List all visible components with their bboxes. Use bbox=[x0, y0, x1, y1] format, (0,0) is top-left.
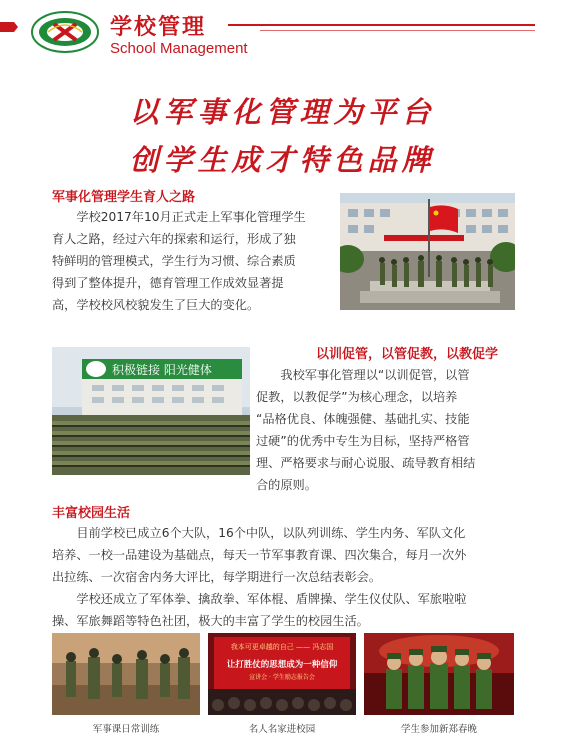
photo-banner-sub: 宣讲会 · 学生励志报告会 bbox=[249, 674, 315, 681]
photo-banner-mid: 让打胜仗的思想成为一种信仰 bbox=[226, 660, 338, 670]
header-title-cn: 学校管理 bbox=[110, 15, 207, 40]
photo-caption: 军事课日常训练 bbox=[92, 724, 160, 735]
section2-line: 合的原则。 bbox=[256, 478, 317, 492]
section3-line: 学校还成立了军体拳、擒敌拳、军体棍、盾牌操、学生仪仗队、军旅啦啦 bbox=[76, 592, 467, 606]
section2-line: 促教，以教促学”为核心理念，以培养 bbox=[256, 390, 458, 404]
flag-raising-photo bbox=[340, 193, 515, 310]
banner-text: 积极链接 阳光健体 bbox=[112, 363, 212, 377]
header-title-en: School Management bbox=[110, 40, 248, 57]
section1-line: 高，学校校风校貌发生了巨大的变化。 bbox=[52, 298, 260, 312]
section2-line: “品格优良、体魄强健、基础扎实、技能 bbox=[256, 412, 470, 426]
photo-caption: 学生参加新郑春晚 bbox=[400, 724, 477, 735]
main-title-line1: 以军事化管理为平台 bbox=[129, 95, 436, 129]
section2-line: 理、严格要求与耐心说服、疏导教育相结 bbox=[256, 456, 476, 470]
section3-body bbox=[52, 522, 514, 632]
section3-line: 操、军旅舞蹈等特色社团，极大的丰富了学生的校园生活。 bbox=[52, 614, 369, 628]
header-ribbon-icon bbox=[0, 18, 18, 36]
section2-heading: 以训促管，以管促教，以教促学 bbox=[316, 347, 499, 362]
main-title-line2: 创学生成才特色品牌 bbox=[129, 143, 436, 177]
photo-caption: 名人名家进校园 bbox=[248, 724, 316, 735]
section2-body bbox=[256, 364, 514, 496]
section3-line: 出拉练、一次宿舍内务大评比，每学期进行一次总结表彰会。 bbox=[52, 570, 382, 584]
section1-line: 学校2017年10月正式走上军事化管理学生 bbox=[76, 210, 306, 224]
section1-line: 育人之路，经过六年的探索和运行，形成了独 bbox=[52, 232, 296, 246]
section1-heading: 军事化管理学生育人之路 bbox=[52, 190, 196, 205]
military-training-photo bbox=[52, 633, 200, 715]
section3-heading: 丰富校园生活 bbox=[52, 506, 131, 521]
header-divider-thin bbox=[260, 30, 535, 31]
header-divider bbox=[228, 24, 535, 26]
section3-line: 培养、一校一品建设为基础点，每天一节军事教育课、四次集合，每月一次外 bbox=[52, 548, 467, 562]
spring-gala-photo bbox=[364, 633, 514, 715]
section1-line: 得到了整体提升，德育管理工作成效显著提 bbox=[52, 276, 284, 290]
section2-line: 过硬”的优秀中专生为目标，坚持严格管 bbox=[256, 434, 470, 448]
section3-line: 目前学校已成立6个大队，16个中队，以队列训练、学生内务、军队文化 bbox=[76, 526, 466, 540]
celebrity-lecture-photo bbox=[208, 633, 356, 715]
section1-body bbox=[52, 206, 334, 316]
assembly-photo bbox=[52, 347, 250, 475]
photo-banner-top: 我本可更卓越的自己 —— 冯志国 bbox=[230, 643, 334, 651]
section1-line: 特鲜明的管理模式，学生行为习惯、综合素质 bbox=[52, 254, 296, 268]
section2-line: 我校军事化管理以“以训促管，以管 bbox=[280, 368, 470, 382]
school-logo bbox=[30, 10, 100, 54]
